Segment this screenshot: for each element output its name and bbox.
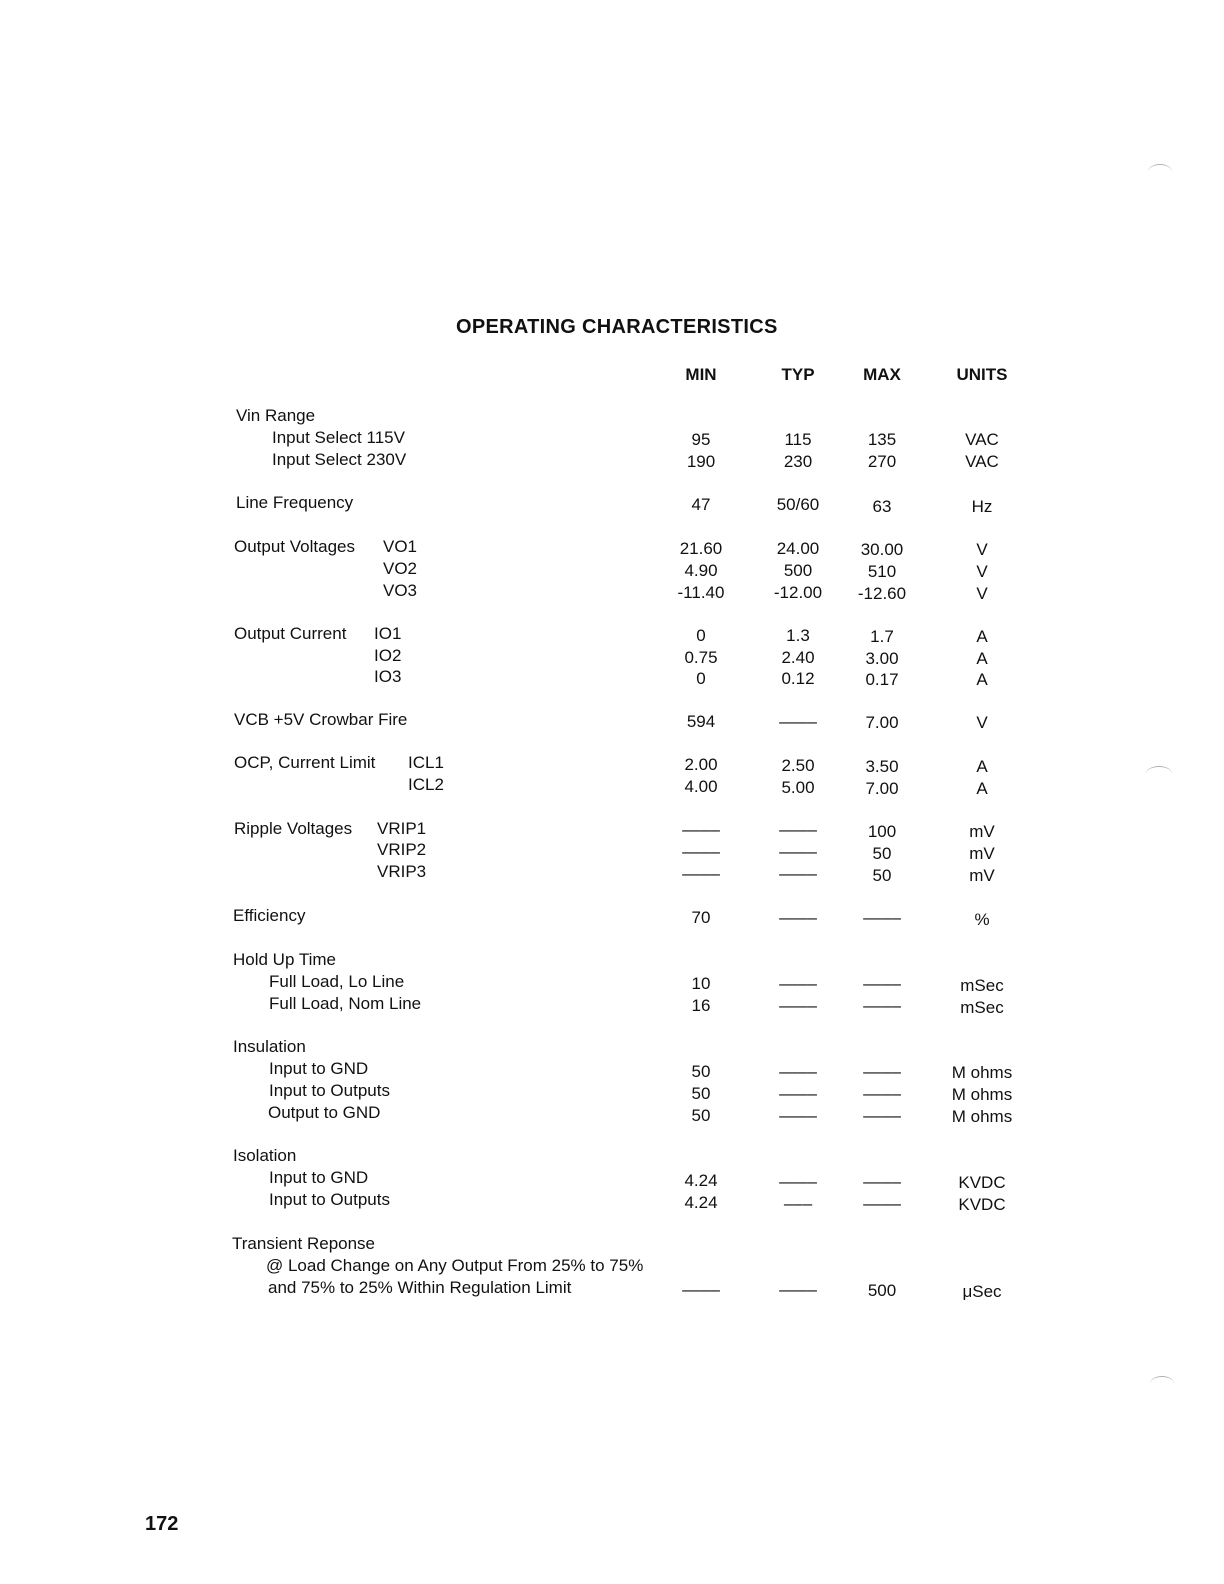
cell-typ: ––– bbox=[783, 1194, 813, 1213]
row-label: Full Load, Lo Line bbox=[269, 972, 405, 991]
cell-unit: VAC bbox=[965, 430, 999, 449]
cell-typ: -12.00 bbox=[773, 583, 823, 602]
cell-max: 135 bbox=[867, 430, 897, 449]
cell-max: –––– bbox=[863, 1194, 901, 1213]
cell-typ: –––– bbox=[779, 864, 817, 883]
cell-min: –––– bbox=[682, 1280, 720, 1299]
row-label: VRIP3 bbox=[377, 862, 427, 881]
cell-typ: 115 bbox=[784, 430, 812, 449]
row-label: VO3 bbox=[383, 581, 418, 600]
cell-min: 50 bbox=[691, 1062, 711, 1081]
cell-min: –––– bbox=[682, 842, 720, 861]
transient-condition-line-2: and 75% to 25% Within Regulation Limit bbox=[268, 1278, 572, 1297]
cell-max: –––– bbox=[863, 1062, 901, 1081]
section-label-hold-up-time: Hold Up Time bbox=[233, 950, 336, 969]
cell-typ: 5.00 bbox=[781, 778, 815, 797]
section-label-output-voltages: Output Voltages bbox=[234, 537, 355, 556]
cell-min: 0.75 bbox=[684, 648, 718, 667]
cell-unit: μSec bbox=[962, 1282, 1002, 1301]
cell-max: 3.50 bbox=[865, 757, 899, 776]
column-header-max: MAX bbox=[863, 365, 901, 384]
cell-unit: mSec bbox=[960, 998, 1004, 1017]
cell-min: 10 bbox=[691, 974, 711, 993]
cell-max: –––– bbox=[863, 996, 901, 1015]
cell-max: 100 bbox=[867, 822, 897, 841]
cell-min: 50 bbox=[691, 1106, 711, 1125]
cell-typ: –––– bbox=[779, 1106, 817, 1125]
cell-min: 594 bbox=[686, 712, 716, 731]
cell-typ: 24.00 bbox=[776, 539, 820, 558]
row-label: Input to Outputs bbox=[269, 1081, 390, 1100]
cell-unit: V bbox=[976, 562, 988, 581]
row-label: VO2 bbox=[383, 559, 418, 578]
cell-min: -11.40 bbox=[677, 583, 725, 602]
cell-unit: A bbox=[976, 627, 988, 646]
section-label-ocp: OCP, Current Limit bbox=[234, 753, 376, 772]
cell-unit: KVDC bbox=[958, 1195, 1006, 1214]
cell-unit: M ohms bbox=[951, 1107, 1013, 1126]
cell-typ: –––– bbox=[779, 712, 817, 731]
cell-typ: 1.3 bbox=[786, 626, 810, 645]
cell-max: 1.7 bbox=[870, 627, 894, 646]
cell-min: 4.24 bbox=[684, 1193, 718, 1212]
cell-unit: V bbox=[976, 713, 988, 732]
cell-min: –––– bbox=[682, 864, 720, 883]
cell-max: –––– bbox=[863, 1106, 901, 1125]
row-label: VRIP1 bbox=[377, 819, 427, 838]
cell-unit: mV bbox=[969, 822, 995, 841]
section-label-insulation: Insulation bbox=[233, 1037, 306, 1056]
cell-unit: A bbox=[976, 757, 988, 776]
cell-min: 4.00 bbox=[684, 777, 718, 796]
cell-typ: –––– bbox=[779, 974, 817, 993]
cell-unit: A bbox=[976, 649, 988, 668]
cell-max: 50 bbox=[872, 866, 892, 885]
cell-typ: 2.40 bbox=[781, 648, 815, 667]
cell-typ: 50/60 bbox=[776, 495, 820, 514]
cell-typ: 2.50 bbox=[781, 756, 815, 775]
cell-min: 21.60 bbox=[679, 539, 723, 558]
cell-min: 0 bbox=[696, 669, 706, 688]
cell-min: 16 bbox=[691, 996, 711, 1015]
transient-condition-line-1: @ Load Change on Any Output From 25% to 75% bbox=[266, 1256, 644, 1275]
cell-min: 50 bbox=[691, 1084, 711, 1103]
cell-max: 7.00 bbox=[865, 779, 899, 798]
cell-typ: 230 bbox=[783, 452, 813, 471]
section-label-vcb: VCB +5V Crowbar Fire bbox=[234, 710, 408, 729]
cell-min: 190 bbox=[686, 452, 716, 471]
cell-typ: –––– bbox=[779, 1172, 817, 1191]
scan-mark bbox=[1146, 766, 1172, 781]
row-label: Input to Outputs bbox=[269, 1190, 390, 1209]
cell-min: 95 bbox=[691, 430, 711, 449]
cell-typ: –––– bbox=[779, 1062, 817, 1081]
cell-max: 0.17 bbox=[865, 670, 899, 689]
column-header-typ: TYP bbox=[781, 365, 815, 384]
section-label-line-frequency: Line Frequency bbox=[236, 493, 354, 512]
cell-max: –––– bbox=[863, 1172, 901, 1191]
cell-unit: Hz bbox=[971, 497, 993, 516]
cell-unit: KVDC bbox=[958, 1173, 1006, 1192]
row-label: ICL2 bbox=[408, 775, 444, 794]
cell-max: –––– bbox=[863, 974, 901, 993]
cell-unit: V bbox=[976, 584, 988, 603]
cell-unit: mV bbox=[969, 844, 995, 863]
cell-unit: M ohms bbox=[951, 1085, 1013, 1104]
row-label: IO1 bbox=[374, 624, 402, 643]
cell-min: 4.90 bbox=[684, 561, 718, 580]
row-label: Input to GND bbox=[269, 1168, 369, 1187]
cell-max: 50 bbox=[872, 844, 892, 863]
column-header-min: MIN bbox=[685, 365, 717, 384]
cell-min: –––– bbox=[682, 820, 720, 839]
cell-unit: M ohms bbox=[951, 1063, 1013, 1082]
cell-typ: 500 bbox=[783, 561, 813, 580]
row-label: Input Select 230V bbox=[272, 450, 407, 469]
cell-max: –––– bbox=[863, 1084, 901, 1103]
section-label-output-current: Output Current bbox=[234, 624, 347, 643]
column-header-units: UNITS bbox=[956, 365, 1008, 384]
section-label-vin-range: Vin Range bbox=[236, 406, 316, 425]
page-number: 172 bbox=[145, 1513, 179, 1535]
row-label: VO1 bbox=[383, 537, 418, 556]
section-label-transient-response: Transient Reponse bbox=[232, 1234, 376, 1253]
cell-min: 0 bbox=[696, 626, 706, 645]
cell-typ: –––– bbox=[779, 1084, 817, 1103]
scan-mark bbox=[1148, 164, 1172, 179]
cell-max: 30.00 bbox=[860, 540, 904, 559]
row-label: Input to GND bbox=[269, 1059, 369, 1078]
cell-unit: mSec bbox=[960, 976, 1004, 995]
cell-unit: A bbox=[976, 779, 988, 798]
cell-typ: –––– bbox=[779, 908, 817, 927]
cell-unit: V bbox=[976, 540, 988, 559]
cell-min: 2.00 bbox=[684, 755, 718, 774]
cell-max: 3.00 bbox=[865, 649, 899, 668]
section-label-efficiency: Efficiency bbox=[233, 906, 306, 925]
cell-max: 500 bbox=[867, 1281, 897, 1300]
scan-mark bbox=[1150, 1376, 1174, 1391]
cell-typ: –––– bbox=[779, 842, 817, 861]
section-label-isolation: Isolation bbox=[233, 1146, 297, 1165]
cell-max: 510 bbox=[867, 562, 897, 581]
cell-min: 47 bbox=[691, 495, 711, 514]
cell-typ: –––– bbox=[779, 996, 817, 1015]
cell-max: 7.00 bbox=[865, 713, 899, 732]
cell-unit: % bbox=[974, 910, 990, 929]
cell-max: 270 bbox=[867, 452, 897, 471]
cell-min: 70 bbox=[691, 908, 711, 927]
page-title: OPERATING CHARACTERISTICS bbox=[456, 316, 778, 338]
row-label: IO2 bbox=[374, 646, 402, 665]
cell-typ: –––– bbox=[779, 820, 817, 839]
section-label-ripple-voltages: Ripple Voltages bbox=[234, 819, 353, 838]
row-label: Full Load, Nom Line bbox=[269, 994, 422, 1013]
row-label: ICL1 bbox=[408, 753, 444, 772]
cell-max: –––– bbox=[863, 908, 901, 927]
row-label: VRIP2 bbox=[377, 840, 427, 859]
row-label: Input Select 115V bbox=[272, 428, 405, 447]
cell-typ: 0.12 bbox=[781, 669, 815, 688]
cell-min: 4.24 bbox=[684, 1171, 718, 1190]
cell-unit: VAC bbox=[965, 452, 999, 471]
cell-unit: mV bbox=[969, 866, 995, 885]
cell-max: -12.60 bbox=[857, 584, 907, 603]
cell-unit: A bbox=[976, 670, 988, 689]
cell-typ: –––– bbox=[779, 1280, 817, 1299]
row-label: IO3 bbox=[374, 667, 402, 686]
cell-max: 63 bbox=[872, 497, 892, 516]
row-label: Output to GND bbox=[268, 1103, 381, 1122]
